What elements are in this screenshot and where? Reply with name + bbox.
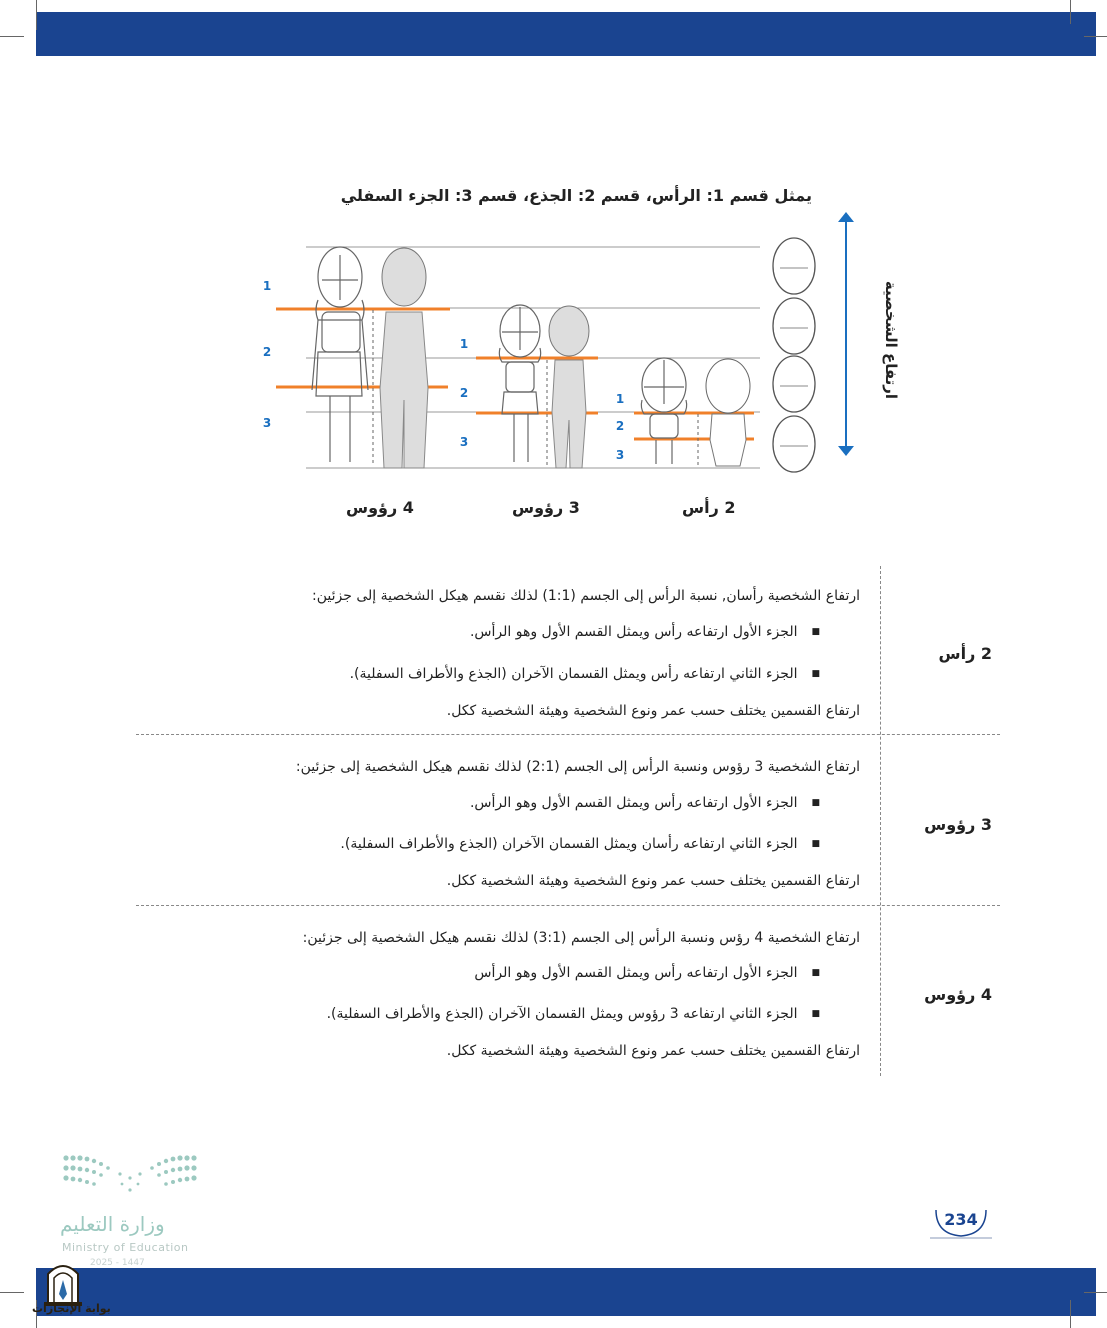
section-note: ارتفاع القسمين يختلف حسب عمر ونوع الشخصية وهيئة الشخصية ككل.: [446, 1043, 860, 1059]
section-bullet: ■ الجزء الأول ارتفاعه رأس ويمثل القسم الأول وهو الرأس.: [470, 624, 820, 640]
section-intro: ارتفاع الشخصية رأسان, نسبة الرأس إلى الجسم (1:1) لذلك نقسم هيكل الشخصية إلى جزئين:: [312, 588, 860, 604]
crop-mark: [0, 1292, 24, 1293]
section-number: 2: [262, 345, 272, 359]
ministry-name-en: Ministry of Education: [62, 1241, 189, 1254]
section-note: ارتفاع القسمين يختلف حسب عمر ونوع الشخصية وهيئة الشخصية ككل.: [446, 873, 860, 889]
section-number: 1: [459, 337, 469, 351]
section-number: 3: [459, 435, 469, 449]
section-lines: [276, 309, 754, 439]
page-number: 234: [944, 1210, 978, 1229]
figure-three-heads: [499, 305, 540, 462]
height-label: ارتفاع الشخصية: [882, 280, 900, 400]
section-bullet: ■ الجزء الثاني ارتفاعه رأس ويمثل القسمان الآخران (الجذع والأطراف السفلية).: [350, 666, 820, 682]
section-number: 2: [615, 419, 625, 433]
label-four-heads: 4 رؤوس: [346, 498, 414, 517]
section-intro: ارتفاع الشخصية 4 رؤس ونسبة الرأس إلى الجسم (3:1) لذلك نقسم هيكل الشخصية إلى جزئين:: [302, 930, 860, 946]
row-divider: [136, 734, 1000, 735]
label-three-heads: 3 رؤوس: [512, 498, 580, 517]
section-bullet: ■ الجزء الثاني ارتفاعه رأسان ويمثل القسمان الآخران (الجذع والأطراف السفلية).: [340, 836, 820, 852]
crop-mark: [1070, 1300, 1071, 1328]
section-bullet: ■ الجزء الأول ارتفاعه رأس ويمثل القسم الأول وهو الرأس.: [470, 795, 820, 811]
figure-two-heads: [641, 358, 686, 464]
section-number: 3: [615, 448, 625, 462]
proportion-figure: [0, 0, 1107, 560]
ministry-name-ar: وزارة التعليم: [60, 1212, 165, 1236]
row-label: 4 رؤوس: [924, 985, 992, 1004]
section-bullet: ■ الجزء الأول ارتفاعه رأس ويمثل القسم الأول وهو الرأس: [474, 965, 820, 981]
head-stack: [773, 238, 815, 472]
section-number: 2: [459, 386, 469, 400]
crop-mark: [1084, 1292, 1107, 1293]
height-arrow: [838, 212, 854, 456]
section-number: 1: [615, 392, 625, 406]
section-bullet: ■ الجزء الثاني ارتفاعه 3 رؤوس ويمثل القسمان الآخران (الجذع والأطراف السفلية).: [327, 1006, 820, 1022]
portal-name: بوابة الإنجازات: [32, 1302, 111, 1315]
label-two-heads: 2 رأس: [682, 498, 736, 517]
table-divider: [880, 566, 881, 1076]
row-label: 2 رأس: [938, 644, 992, 663]
section-intro: ارتفاع الشخصية 3 رؤوس ونسبة الرأس إلى الجسم (2:1) لذلك نقسم هيكل الشخصية إلى جزئين:: [295, 759, 860, 775]
section-note: ارتفاع القسمين يختلف حسب عمر ونوع الشخصية وهيئة الشخصية ككل.: [446, 703, 860, 719]
section-number: 1: [262, 279, 272, 293]
sections-table: [136, 566, 1000, 1076]
row-label: 3 رؤوس: [924, 815, 992, 834]
figure-caption: يمثل قسم 1: الرأس، قسم 2: الجذع، قسم 3: الجزء السفلي: [340, 186, 812, 205]
ministry-logo-icon: [60, 1152, 200, 1202]
page-number-badge: [930, 1206, 992, 1242]
figure-four-heads: [312, 247, 368, 462]
section-number: 3: [262, 416, 272, 430]
ministry-year: 2025 - 1447: [90, 1258, 145, 1268]
figure-three-heads-silhouette: [547, 306, 589, 468]
footer-band: [36, 1268, 1096, 1316]
row-divider: [136, 905, 1000, 906]
